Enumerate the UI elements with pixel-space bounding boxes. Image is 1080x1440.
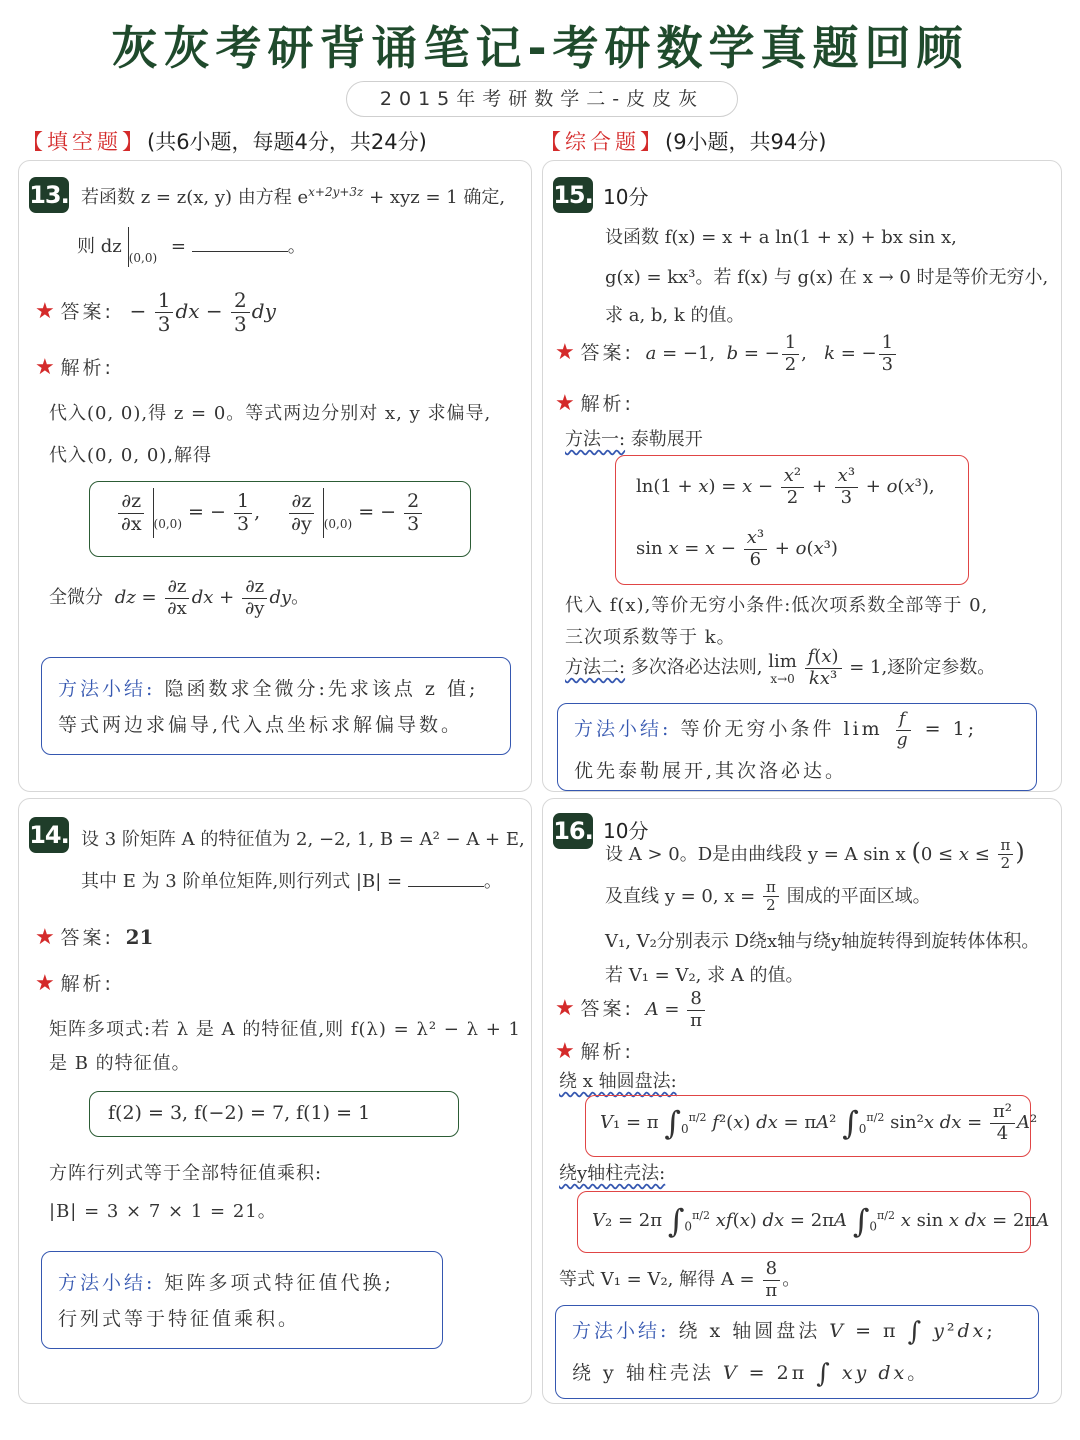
- method-shell: 绕y轴柱壳法:: [559, 1163, 666, 1184]
- analysis-text: 代入 f(x),等价无穷小条件:低次项系数全部等于 0,: [565, 595, 989, 616]
- answer-formula: − $\frac{1}{3}$ dx − $\frac{2}{3}$ dy: [129, 288, 276, 336]
- taylor-ln: ln(1 + x) = x − $\frac{\text{x²}}{2}$ + $\frac{\text{x³}}{3}$ + o(x³),: [636, 465, 935, 508]
- disc-formula-box: [585, 1095, 1038, 1157]
- method-summary-box: [41, 1251, 443, 1349]
- summary-text: 行列式等于特征值乘积。: [58, 1308, 301, 1330]
- disc-formula: V₁ = π $\int_0^{\pi/2}$ f²(x) dx = πA² $\int_0^{\pi/2}$ sin²x dx = $\frac{\text{π²}}{4}$ A²: [600, 1101, 1038, 1144]
- analysis-row: [555, 389, 634, 416]
- question-number-badge: 14.: [29, 817, 69, 853]
- result-text: f(2) = 3, f(−2) = 7, f(1) = 1: [108, 1102, 371, 1124]
- answer-row: ★ 答案: a = −1, b = − $\frac{1}{2}$ , k = − $\frac{1}{3}$: [555, 333, 898, 375]
- question-number-badge: 16.: [553, 813, 593, 849]
- question-stem: 若函数 z = z(x, y) 由方程 $e^{x+2y+3z}$ + xyz = 1 确定,: [81, 185, 506, 208]
- summary-text: 绕 x 轴圆盘法: [678, 1320, 821, 1342]
- result-box: [89, 1091, 459, 1137]
- result-box: [89, 481, 471, 557]
- analysis-row: [35, 353, 114, 380]
- star-icon: ★: [555, 1039, 575, 1064]
- summary-text: 优先泰勒展开,其次洛必达。: [574, 760, 848, 782]
- answer-row: ★ 答案: A = $\frac{8}{\pi}$: [555, 989, 707, 1031]
- shell-formula: V₂ = 2π $\int_0^{\pi/2}$ xf(x) dx = 2πA $\int_0^{\pi/2}$ x sin x dx = 2πA: [592, 1202, 1050, 1240]
- answer-label: 答案:: [60, 927, 114, 949]
- star-icon: ★: [35, 299, 55, 324]
- question-number-badge: 13.: [29, 177, 69, 213]
- question-stem: 若 V₁ = V₂, 求 A 的值。: [605, 965, 804, 986]
- answer-value: 21: [125, 925, 154, 949]
- analysis-text: 代入(0, 0),得 z = 0。等式两边分别对 x, y 求偏导,: [49, 403, 492, 424]
- question-stem: g(x) = kx³。若 f(x) 与 g(x) 在 x → 0 时是等价无穷小,: [605, 267, 1049, 288]
- section-comp-header: [540, 126, 826, 156]
- summary-heading: 方法小结:: [58, 678, 156, 700]
- answer-row: [35, 923, 153, 950]
- analysis-text: 三次项系数等于 k。: [565, 627, 736, 648]
- analysis-label: 解析:: [580, 1041, 634, 1063]
- summary-text: 隐函数求全微分:先求该点 z 值;: [164, 678, 479, 700]
- star-icon: ★: [555, 996, 575, 1022]
- question-number-badge: 15.: [553, 177, 593, 213]
- summary-heading: 方法小结:: [574, 718, 672, 741]
- summary-heading: 方法小结:: [58, 1272, 156, 1294]
- section-fill-header: [22, 126, 427, 156]
- question-stem: 设 A > 0。D是由曲线段 y = A sin x (0 ≤ x ≤ $\frac{\pi}{2}$ ): [605, 836, 1025, 873]
- analysis-row: [555, 1037, 634, 1064]
- question-card-15: [542, 160, 1062, 792]
- analysis-conclusion: 等式 V₁ = V₂, 解得 A = $\frac{8}{\pi}$ 。: [559, 1258, 801, 1301]
- analysis-label: 解析:: [580, 393, 634, 415]
- analysis-text: 是 B 的特征值。: [49, 1053, 191, 1074]
- analysis-text: 矩阵多项式:若 λ 是 A 的特征值,则 f(λ) = λ² − λ + 1: [49, 1019, 521, 1040]
- analysis-text: 代入(0, 0, 0),解得: [49, 445, 213, 466]
- star-icon: ★: [555, 340, 575, 366]
- question-points: 10分: [603, 819, 649, 843]
- section-fill-name: 【填空题】: [22, 130, 147, 154]
- section-comp-name: 【综合题】: [540, 130, 665, 154]
- analysis-label: 解析:: [60, 973, 114, 995]
- summary-text: 等价无穷小条件: [680, 718, 835, 741]
- method-disc: 绕 x 轴圆盘法:: [559, 1071, 677, 1092]
- taylor-box: [615, 455, 969, 585]
- star-icon: ★: [35, 925, 55, 950]
- section-fill-info: (共6小题，每题4分，共24分): [147, 130, 427, 154]
- star-icon: ★: [35, 971, 55, 996]
- answer-label: 答案:: [580, 342, 634, 365]
- question-stem: 设函数 f(x) = x + a ln(1 + x) + bx sin x,: [605, 227, 957, 248]
- answer-label: 答案:: [580, 998, 634, 1021]
- total-differential: 全微分 dz = $\frac{\partial z}{\partial x}$ dx + $\frac{\partial z}{\partial y}$ dy。: [49, 576, 310, 619]
- summary-heading: 方法小结:: [572, 1320, 670, 1342]
- shell-formula-box: [577, 1191, 1050, 1253]
- answer-label: 答案:: [60, 301, 114, 323]
- summary-text: 绕 y 轴柱壳法: [572, 1362, 714, 1384]
- star-icon: ★: [555, 391, 575, 416]
- summary-text: 矩阵多项式特征值代换;: [164, 1272, 394, 1294]
- question-stem-line2: 其中 E 为 3 阶单位矩阵,则行列式 |B| = 。: [81, 871, 502, 892]
- answer-row: [35, 289, 276, 336]
- question-card-13: [18, 160, 532, 792]
- page-title: 灰灰考研背诵笔记-考研数学真题回顾: [111, 21, 969, 75]
- method-one: 方法一: 泰勒展开: [565, 429, 703, 450]
- method-summary-box: 方法小结: 绕 x 轴圆盘法 V = π ∫ y²dx; 绕 y 轴柱壳法 V = 2π ∫ xy dx。: [555, 1305, 1039, 1399]
- question-card-14: [18, 798, 532, 1404]
- method-summary-box: [41, 657, 511, 755]
- question-stem: V₁, V₂分别表示 D绕x轴与绕y轴旋转得到旋转体体积。: [605, 931, 1040, 952]
- analysis-text: |B| = 3 × 7 × 1 = 21。: [49, 1201, 277, 1222]
- summary-text: 等式两边求偏导,代入点坐标求解偏导数。: [58, 714, 464, 736]
- analysis-label: 解析:: [60, 357, 114, 379]
- question-stem: 及直线 y = 0, x = $\frac{\pi}{2}$ 围成的平面区域。: [605, 878, 931, 915]
- method-summary-box: 方法小结: 等价无穷小条件 lim $\frac{f}{g}$ = 1; 优先泰勒展开,其次洛必达。: [557, 703, 1037, 791]
- question-stem: 求 a, b, k 的值。: [605, 305, 745, 326]
- question-card-16: [542, 798, 1062, 1404]
- section-comp-info: (9小题，共94分): [665, 130, 827, 154]
- analysis-row: [35, 969, 114, 996]
- star-icon: ★: [35, 355, 55, 380]
- taylor-sin: sin x = x − $\frac{\text{x³}}{6}$ + o(x³): [636, 527, 838, 570]
- analysis-text: 方阵行列式等于全部特征值乘积:: [49, 1163, 323, 1184]
- partial-derivatives: $\frac{\partial z}{\partial x}$ $_{(0,0)}$ = − $\frac{1}{3}$ , $\frac{\partial z}{\partial y}$ $_{(0,0)}$ = − $\frac{2}{3}$: [116, 488, 424, 538]
- page-subtitle: 2015年考研数学二-皮皮灰: [346, 81, 738, 117]
- question-stem-line2: 则 $dz_{(0,0)}$ = 。: [77, 227, 306, 267]
- question-stem: 设 3 阶矩阵 A 的特征值为 2, −2, 1, B = A² − A + E,: [81, 829, 525, 850]
- question-points: 10分: [603, 185, 649, 209]
- method-two: 方法二: 多次洛必达法则, lim x→0 $\frac{f(x)}{\text{kx³}}$ = 1,逐阶定参数。: [565, 646, 996, 689]
